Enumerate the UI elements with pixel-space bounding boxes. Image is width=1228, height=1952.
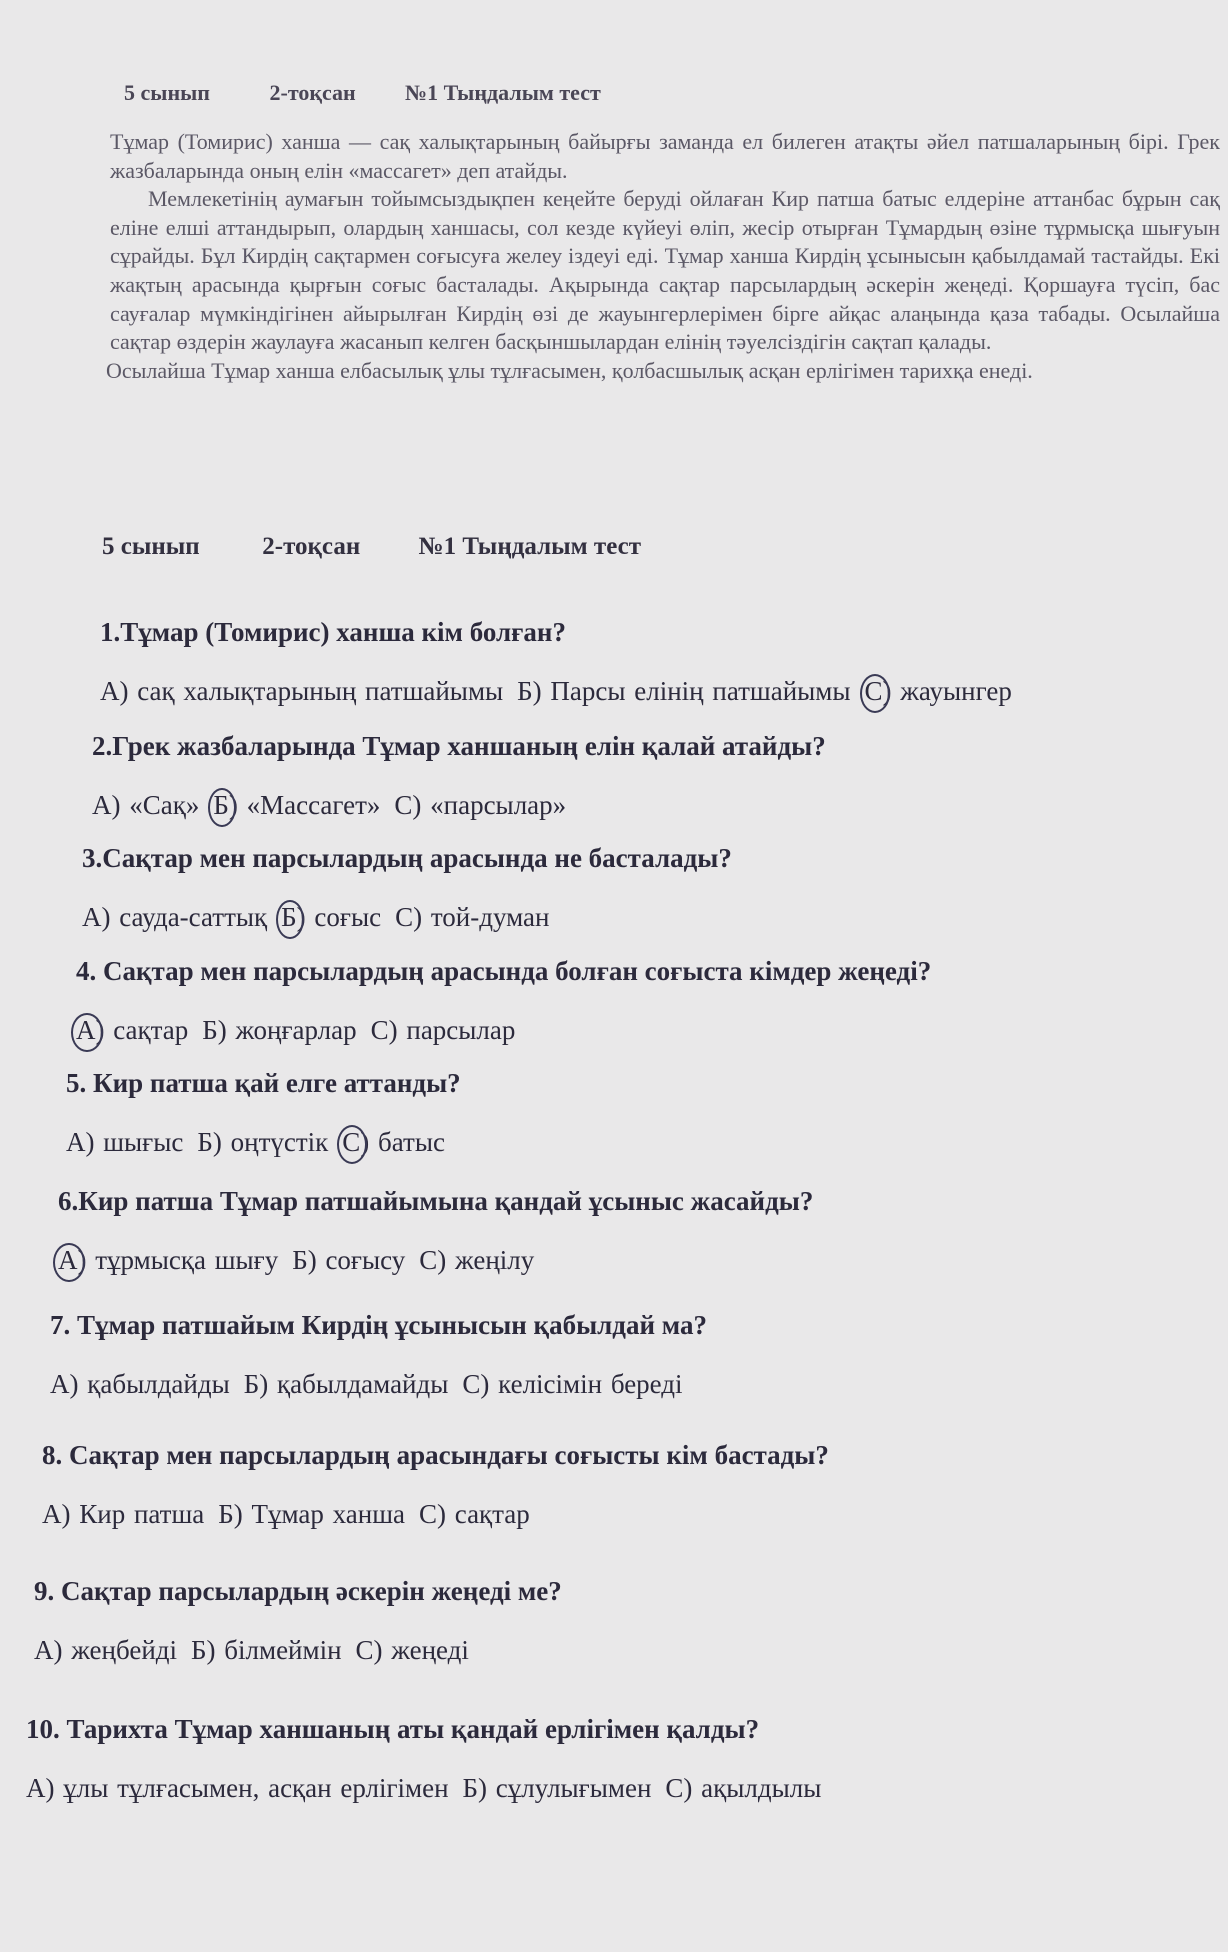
question-text: 9. Сақтар парсылардың әскерін жеңеді ме? <box>34 1576 562 1606</box>
listening-text <box>106 128 1220 385</box>
question-text: 10. Тарихта Тұмар ханшаның аты қандай ерлігімен қалды? <box>26 1714 760 1744</box>
header-term: 2-тоқсан <box>262 533 361 560</box>
question-item <box>82 843 732 933</box>
answer-option: А) «Сақ» <box>92 790 200 820</box>
circled-answer-mark: С <box>342 1127 361 1157</box>
question-text: 6.Кир патша Тұмар патшайымына қандай ұсыныс жасайды? <box>58 1186 814 1216</box>
question-item <box>58 1186 813 1276</box>
answer-option: А) сауда-саттық <box>82 902 268 932</box>
question-item <box>66 1068 461 1158</box>
header-grade: 5 сынып <box>102 533 200 560</box>
answer-option: Б) сұлулығымен <box>462 1773 652 1803</box>
answer-option: С) батыс <box>342 1127 445 1157</box>
circled-answer-mark: А <box>76 1015 96 1045</box>
answer-option: С) парсылар <box>370 1015 516 1045</box>
answer-options <box>76 1015 931 1046</box>
header-test-title: №1 Тыңдалым тест <box>418 533 641 560</box>
question-item <box>92 731 826 821</box>
question-item <box>50 1310 707 1400</box>
question-text: 4. Сақтар мен парсылардың арасында болған соғыста кімдер жеңеді? <box>76 956 932 986</box>
answer-option: С) жауынгер <box>864 676 1012 706</box>
answer-options <box>58 1245 813 1276</box>
answer-option: С) келісімін береді <box>462 1369 683 1399</box>
answer-options <box>42 1499 829 1530</box>
answer-option: Б) оңтүстік <box>197 1127 329 1157</box>
answer-option: А) ұлы тұлғасымен, асқан ерлігімен <box>26 1773 449 1803</box>
header-test-title: №1 Тыңдалым тест <box>405 80 601 105</box>
question-text: 8. Сақтар мен парсылардың арасындағы соғысты кім бастады? <box>42 1440 829 1470</box>
circled-answer-mark: Б <box>281 902 297 932</box>
question-text: 5. Кир патша қай елге аттанды? <box>66 1068 461 1098</box>
answer-option: А) сақтар <box>76 1015 189 1045</box>
text-paragraph-1: Тұмар (Томирис) ханша — сақ халықтарының байырғы заманда ел билеген атақты әйел патшаларының бірі. Грек жазбаларында оның елін «массагет» деп атайды. <box>110 129 1220 183</box>
question-text: 1.Тұмар (Томирис) ханша кім болған? <box>100 617 566 647</box>
answer-option: Б) қабылдамайды <box>243 1369 449 1399</box>
answer-options <box>100 676 1026 707</box>
answer-option: Б) соғыс <box>281 902 382 932</box>
answer-option: С) сақтар <box>419 1499 530 1529</box>
answer-option: А) Кир патша <box>42 1499 205 1529</box>
sheet-header-questions <box>102 533 641 561</box>
answer-option: А) қабылдайды <box>50 1369 230 1399</box>
answer-option: А) шығыс <box>66 1127 184 1157</box>
question-text: 3.Сақтар мен парсылардың арасында не басталады? <box>82 843 732 873</box>
answer-option: Б) білмеймін <box>191 1635 342 1665</box>
answer-options <box>50 1369 707 1400</box>
sheet-header-top <box>124 80 601 106</box>
question-item <box>100 617 1026 707</box>
answer-option: С) жеңеді <box>355 1635 469 1665</box>
header-grade: 5 сынып <box>124 80 210 105</box>
question-item <box>42 1440 829 1530</box>
question-item <box>76 956 931 1046</box>
header-term: 2-тоқсан <box>269 80 356 105</box>
answer-option: Б) соғысу <box>292 1245 406 1275</box>
answer-option: С) ақылдылы <box>665 1773 822 1803</box>
answer-option: С) жеңілу <box>419 1245 535 1275</box>
answer-options <box>34 1635 562 1666</box>
circled-answer-mark: Б <box>213 790 229 820</box>
answer-options <box>26 1773 835 1804</box>
answer-option: A) сақ халықтарының патшайымы <box>100 676 504 706</box>
answer-options <box>66 1127 461 1158</box>
answer-option: С) той-думан <box>395 902 550 932</box>
circled-answer-mark: С <box>864 676 883 706</box>
answer-option: Б) «Массагет» <box>213 790 381 820</box>
circled-answer-mark: А <box>58 1245 78 1275</box>
answer-option: А) жеңбейді <box>34 1635 178 1665</box>
text-paragraph-3: Осылайша Тұмар ханша елбасылық ұлы тұлғасымен, қолбасшылық асқан ерлігімен тарихқа енеді. <box>106 357 1033 383</box>
answer-option: С) «парсылар» <box>394 790 567 820</box>
answer-option: А) тұрмысқа шығу <box>58 1245 279 1275</box>
answer-option: Б) жоңғарлар <box>202 1015 357 1045</box>
question-text: 2.Грек жазбаларында Тұмар ханшаның елін қалай атайды? <box>92 731 826 761</box>
answer-options <box>82 902 732 933</box>
answer-options <box>92 790 826 821</box>
answer-option: Б) Парсы елінің патшайымы <box>517 676 851 706</box>
text-paragraph-2: Мемлекетінің аумағын тойымсыздықпен кеңейте беруді ойлаған Кир патша батыс елдеріне аттанбас бұрын сақ еліне елші аттандырып, олардың ханшасы, сол кезде күйеуі өліп, жесір отырған Тұмардың өзіне тұрмысқа шығуын сұрайды. Бұл Кирдің сақтармен соғысуға желеу іздеуі еді. Тұмар ханша Кирдің ұсынысын қабылдамай тастайды. Екі жақтың арасында қырғын соғыс басталады. Ақырында сақтар парсылардың әскерін жеңеді. Қоршауға түсіп, бас сауғалар мүмкіндігінен айырылған Кирдің өзі де жауынгерлерімен бірге айқас алаңында қаза табады. Осылайша сақтар өздерін жаулауға жасанып келген басқыншылардан елінің тәуелсіздігін сақтап қалады. <box>110 186 1220 355</box>
question-item <box>34 1576 562 1666</box>
answer-option: Б) Тұмар ханша <box>218 1499 405 1529</box>
question-item <box>26 1714 835 1804</box>
question-text: 7. Тұмар патшайым Кирдің ұсынысын қабылдай ма? <box>50 1310 707 1340</box>
